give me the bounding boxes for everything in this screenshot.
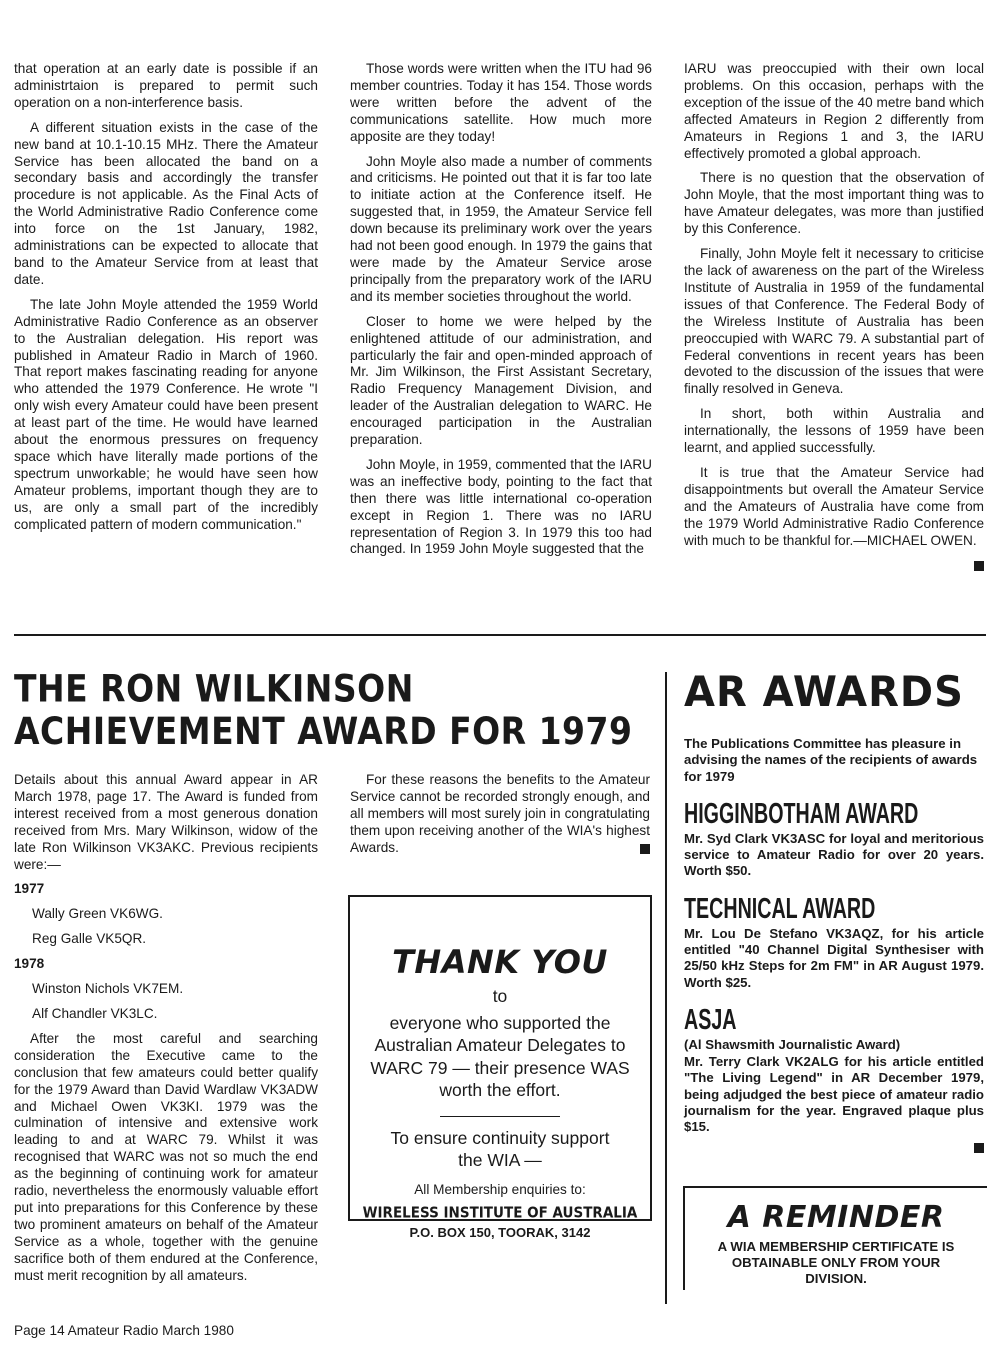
thank-you-title: THANK YOU (392, 943, 608, 981)
paragraph: It is true that the Amateur Service had disappointments but overall the Amateur Service and the Amateurs of Australia have come from the 1979 World Administrative Radio Conference with much to be thankful for.—MICHAEL OWEN. (684, 464, 984, 548)
paragraph: Those words were written when the ITU had 96 member countries. Today it has 154. Those words were written before the advent of the communications satellite. How much more apposite are they today! (350, 61, 652, 144)
award-closing (350, 772, 650, 857)
asja-award-title: ASJA (684, 1003, 737, 1037)
paragraph: John Moyle, in 1959, commented that the IARU was an ineffective body, pointing to the fact that then there was little international co-operation except in Region 1. There was no IARU representation of Region 3. In 1979 this too had changed. In 1959 John Moyle suggested that the (350, 456, 652, 557)
reminder-title: A REMINDER (727, 1200, 945, 1235)
organisation-address: P.O. BOX 150, TOORAK, 3142 (409, 1224, 591, 1240)
article-column-3 (684, 61, 984, 571)
article-column-1 (14, 61, 318, 541)
paragraph: John Moyle also made a number of comments and criticisms. He pointed out that it is far too late to initiate action at the Conference itself. He suggested that, in 1959, the Amateur Service fell down because its preliminary work over the years had not been good enough. In 1979 the gains that were made by the Amateur Service arose principally from the preparatory work of the IARU and its member societies throughout the world. (350, 153, 652, 304)
paragraph: IARU was preoccupied with their own local problems. On this occasion, perhaps with the exception of the issue of the 40 metre band which affected Amateurs in Region 2 differently from Amateurs in Regions 1 and 3, the IARU effectively promoted a global approach. (684, 61, 984, 161)
organisation-name: WIRELESS INSTITUTE OF AUSTRALIA (362, 1203, 638, 1222)
technical-award-text: Mr. Lou De Stefano VK3AQZ, for his article entitled "40 Channel Digital Synthesiser with 25/50 kHz Steps for 2m FM" in AR August 1979. Worth $25. (684, 925, 984, 990)
ar-awards-section (684, 668, 984, 1158)
paragraph: A different situation exists in the case of the new band at 10.1-10.15 MHz. There the Amateur Service has been allocated the band on a secondary basis and accordingly the transfer procedure is not applicable. As the Final Acts of the World Administrative Radio Conference come into force on the 1st January, 1982, administrations can be expected to allocate that band to the Amateur Service from at least that date. (14, 119, 318, 287)
thank-you-box (348, 895, 652, 1240)
ar-awards-intro: The Publications Committee has pleasure in advising the names of the recipients of awards for 1979 (684, 736, 978, 784)
recipient: Reg Galle VK5QR. (32, 931, 147, 947)
award-closing-text: For these reasons the benefits to the Amateur Service cannot be recorded strongly enough, and all members will most surely join in congratulating them upon receiving another of the WIA's highest Awards. (350, 772, 650, 855)
asja-award-subtitle: (Al Shawsmith Journalistic Award) (684, 1036, 901, 1052)
thank-you-message: everyone who supported the Australian Amateur Delegates to WARC 79 — their presence WAS worth the effort. (370, 1012, 630, 1100)
paragraph: In short, both within Australia and internationally, the lessons of 1959 have been learnt, and applied successfully. (684, 406, 984, 456)
page-footer: Page 14 Amateur Radio March 1980 (14, 1323, 234, 1338)
end-mark-icon (640, 844, 650, 854)
ar-awards-title: AR AWARDS (684, 668, 964, 717)
award-body: After the most careful and searching consideration the Executive came to the conclusion that few amateurs could better qualify for the 1979 Award than David Wardlaw VK3ADW and Michael Owen VK3KI. 1979 was the culmination of intensive and extensive work leading to and at WARC 79. Whilst it was recognised that WARC was not so much the end as the beginning of continuing work for amateur radio, nevertheless the enormously valuable effort put into preparations for this Conference by these two prominent amateurs on behalf of the Amateur Service as a whole, together with the genuine sacrifice both of them endured at the Conference, must merit recognition by all amateurs. (14, 1030, 318, 1283)
award-intro: Details about this annual Award appear in AR March 1978, page 17. The Award is funded from interest received from a most generous donation received from Mrs. Mary Wilkinson, widow of the late Ron Wilkinson VK3AKC. Previous recipients were:— (14, 772, 318, 872)
article-column-2 (350, 61, 652, 566)
technical-award-title: TECHNICAL AWARD (684, 892, 876, 925)
enquiries-text: All Membership enquiries to: (414, 1181, 586, 1197)
thank-you-to: to (492, 986, 508, 1006)
paragraph: There is no question that the observation of John Moyle, that the most important thing was to have Amateur delegates, was more than justified by this Conference. (684, 170, 984, 237)
higginbotham-award-text: Mr. Syd Clark VK3ASC for loyal and meritorious service to Amateur Radio for over 20 years. Worth $50. (684, 830, 984, 879)
ron-award-column-1 (14, 772, 318, 1292)
reminder-box (683, 1186, 987, 1290)
continuity-text: To ensure continuity support the WIA — (390, 1127, 610, 1170)
paragraph: Closer to home we were helped by the enlightened attitude of our administration, and particularly the fair and open-minded approach of Mr. Jim Wilkinson, the First Assistant Secretary, Radio Frequency Management Division, and leader of the Australian delegation to WARC. He encouraged participation in the Australian preparation. (350, 313, 652, 448)
year-1978: 1978 (14, 956, 45, 972)
paragraph: The late John Moyle attended the 1959 World Administrative Radio Conference as an observer to the Australian delegation. His report was published in Amateur Radio in March of 1960. That report makes fascinating reading for anyone who attended the 1979 Conference. He wrote "I only wish every Amateur could have been present at least part of the time. He would have learned about the enormous pressures on frequency space which have literally made portions of the spectrum unworkable; he would have seen how Amateur problems, important though they are to us, are only a small part of the incredibly complicated pattern of modern communication." (14, 296, 318, 532)
column-divider (665, 672, 667, 1304)
section-divider (14, 634, 986, 636)
headline-line-1: THE RON WILKINSON (14, 666, 414, 711)
ron-award-column-2 (350, 772, 650, 865)
recipient: Alf Chandler VK3LC. (32, 1005, 158, 1021)
paragraph: Finally, John Moyle felt it necessary to criticise the lack of awareness on the part of the Wireless Institute of Australia in 1959 of the fundamental issues of that Conference. The Federal Body of the Wireless Institute of Australia has been preoccupied with WARC 79. A substantial part of Federal conventions in recent years has been devoted to the discussion of the issues that were finally resolved in Geneva. (684, 246, 984, 397)
year-1977: 1977 (14, 881, 45, 897)
higginbotham-award-title: HIGGINBOTHAM AWARD (684, 797, 919, 831)
recipient: Winston Nichols VK7EM. (32, 981, 184, 997)
divider-line (440, 1116, 560, 1117)
end-mark-icon (974, 1143, 984, 1153)
recipient: Wally Green VK6WG. (32, 906, 163, 922)
end-mark-icon (974, 561, 984, 571)
ron-award-headline (14, 668, 654, 753)
asja-award-text: Mr. Terry Clark VK2ALG for his article entitled "The Living Legend" in AR December 1979, being adjudged the best piece of amateur radio journalism for the year. Engraved plaque plus $15. (684, 1053, 984, 1135)
paragraph: that operation at an early date is possible if an administrtaion is prepared to permit such operation on a non-interference basis. (14, 61, 318, 110)
headline-line-2: ACHIEVEMENT AWARD FOR 1979 (14, 709, 633, 754)
reminder-text: A WIA MEMBERSHIP CERTIFICATE IS OBTAINABLE ONLY FROM YOUR DIVISION. (717, 1239, 955, 1286)
